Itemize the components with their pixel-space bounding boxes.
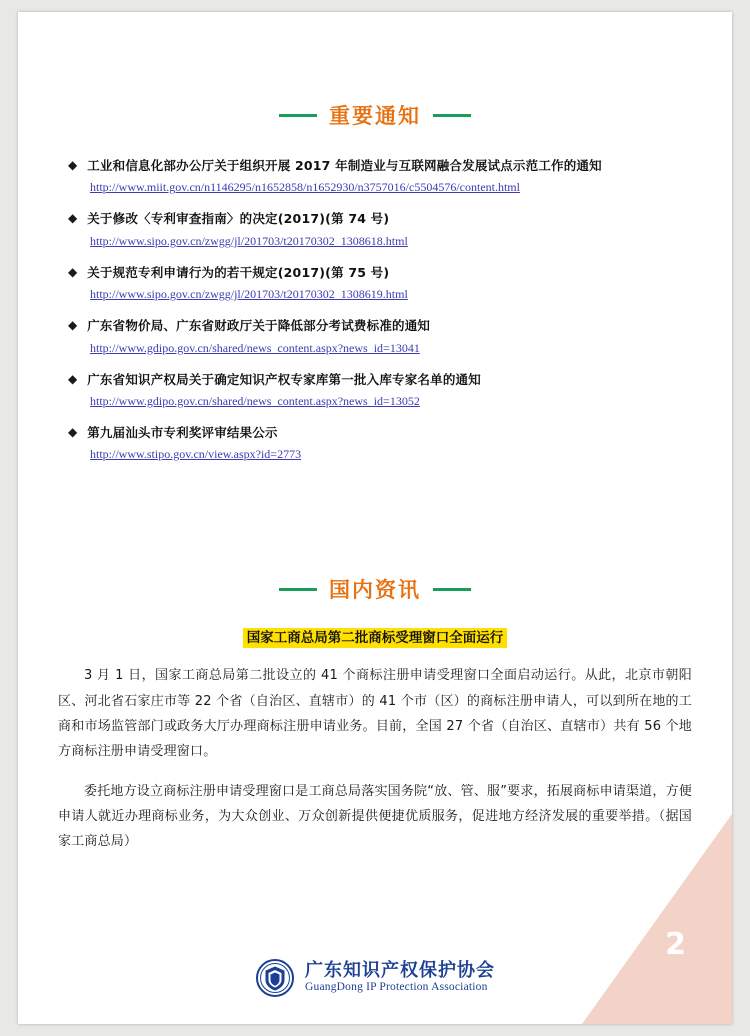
brand-name-cn: 广东知识产权保护协会 — [305, 959, 495, 981]
diamond-bullet-icon: ◆ — [68, 158, 78, 172]
rule-left-icon — [279, 588, 317, 591]
notice-title: 关于修改〈专利审查指南〉的决定(2017)(第 74 号) — [87, 211, 390, 227]
notice-title-row — [68, 209, 692, 228]
notice-title: 广东省知识产权局关于确定知识产权专家库第一批入库专家名单的通知 — [87, 371, 481, 387]
list-item — [68, 370, 692, 409]
notice-title-row — [68, 370, 692, 389]
diamond-bullet-icon: ◆ — [68, 211, 78, 226]
notice-link[interactable]: http://www.miit.gov.cn/n1146295/n1652858/n1652930/n3757016/c5504576/content.html — [90, 180, 520, 195]
diamond-bullet-icon: ◆ — [68, 264, 78, 279]
list-item — [68, 263, 692, 302]
brand-name-en: GuangDong IP Protection Association — [305, 981, 488, 994]
rule-right-icon — [433, 588, 471, 591]
news-headline-text: 国家工商总局第二批商标受理窗口全面运行 — [243, 628, 508, 648]
section-heading-notices — [58, 100, 692, 130]
section-title: 重要通知 — [329, 104, 421, 128]
section-title: 国内资讯 — [329, 578, 421, 603]
list-item — [68, 209, 692, 248]
notice-list — [58, 156, 692, 462]
diamond-bullet-icon: ◆ — [68, 424, 78, 439]
news-paragraph: 委托地方设立商标注册申请受理窗口是工商总局落实国务院“放、管、服”要求，拓展商标申请渠道，方便申请人就近办理商标业务，为大众创业、万众创新提供便捷优质服务，促进地方经济发展的重要举措。（据国家工商总局） — [58, 783, 692, 850]
list-item — [68, 423, 692, 462]
notice-title: 关于规范专利申请行为的若干规定(2017)(第 75 号) — [87, 264, 390, 280]
association-logo-icon — [255, 958, 295, 998]
diamond-bullet-icon: ◆ — [68, 371, 78, 386]
page-content — [18, 100, 732, 855]
notice-link[interactable]: http://www.gdipo.gov.cn/shared/news_content.aspx?news_id=13041 — [90, 340, 420, 355]
news-paragraph: 3 月 1 日，国家工商总局第二批设立的 41 个商标注册申请受理窗口全面启动运行。从此，北京市朝阳区、河北省石家庄市等 22 个省（自治区、直辖市）的 41 个市（区）的商标注册申请人，可以到所在地的工商和市场监管部门或政务大厅办理商标注册申请业务。目前，全国 27 个省（自治区、直辖市）共有 56 个地方商标注册申请受理窗口。 — [58, 668, 692, 760]
diamond-bullet-icon: ◆ — [68, 318, 78, 333]
list-item — [68, 316, 692, 355]
notice-title: 第九届汕头市专利奖评审结果公示 — [87, 424, 278, 440]
notice-title: 工业和信息化部办公厅关于组织开展 2017 年制造业与互联网融合发展试点示范工作的通知 — [87, 158, 602, 173]
document-page — [18, 12, 732, 1024]
page-number: 2 — [665, 927, 686, 962]
notice-link[interactable]: http://www.gdipo.gov.cn/shared/news_content.aspx?news_id=13052 — [90, 393, 420, 408]
news-headline — [58, 626, 692, 647]
brand-text — [305, 961, 495, 995]
notice-title-row — [68, 423, 692, 442]
rule-left-icon — [279, 114, 317, 117]
notice-link[interactable]: http://www.sipo.gov.cn/zwgg/jl/201703/t20170302_1308618.html — [90, 233, 408, 248]
brand-block — [255, 958, 495, 998]
notice-title-row — [68, 263, 692, 282]
section-heading-news — [58, 574, 692, 604]
page-footer — [18, 942, 732, 1002]
list-item — [68, 156, 692, 195]
notice-title-row — [68, 156, 692, 175]
rule-right-icon — [433, 114, 471, 117]
notice-link[interactable]: http://www.stipo.gov.cn/view.aspx?id=2773 — [90, 447, 302, 462]
notice-link[interactable]: http://www.sipo.gov.cn/zwgg/jl/201703/t20170302_1308619.html — [90, 287, 408, 302]
notice-title: 广东省物价局、广东省财政厅关于降低部分考试费标准的通知 — [87, 318, 431, 334]
notice-title-row — [68, 316, 692, 335]
